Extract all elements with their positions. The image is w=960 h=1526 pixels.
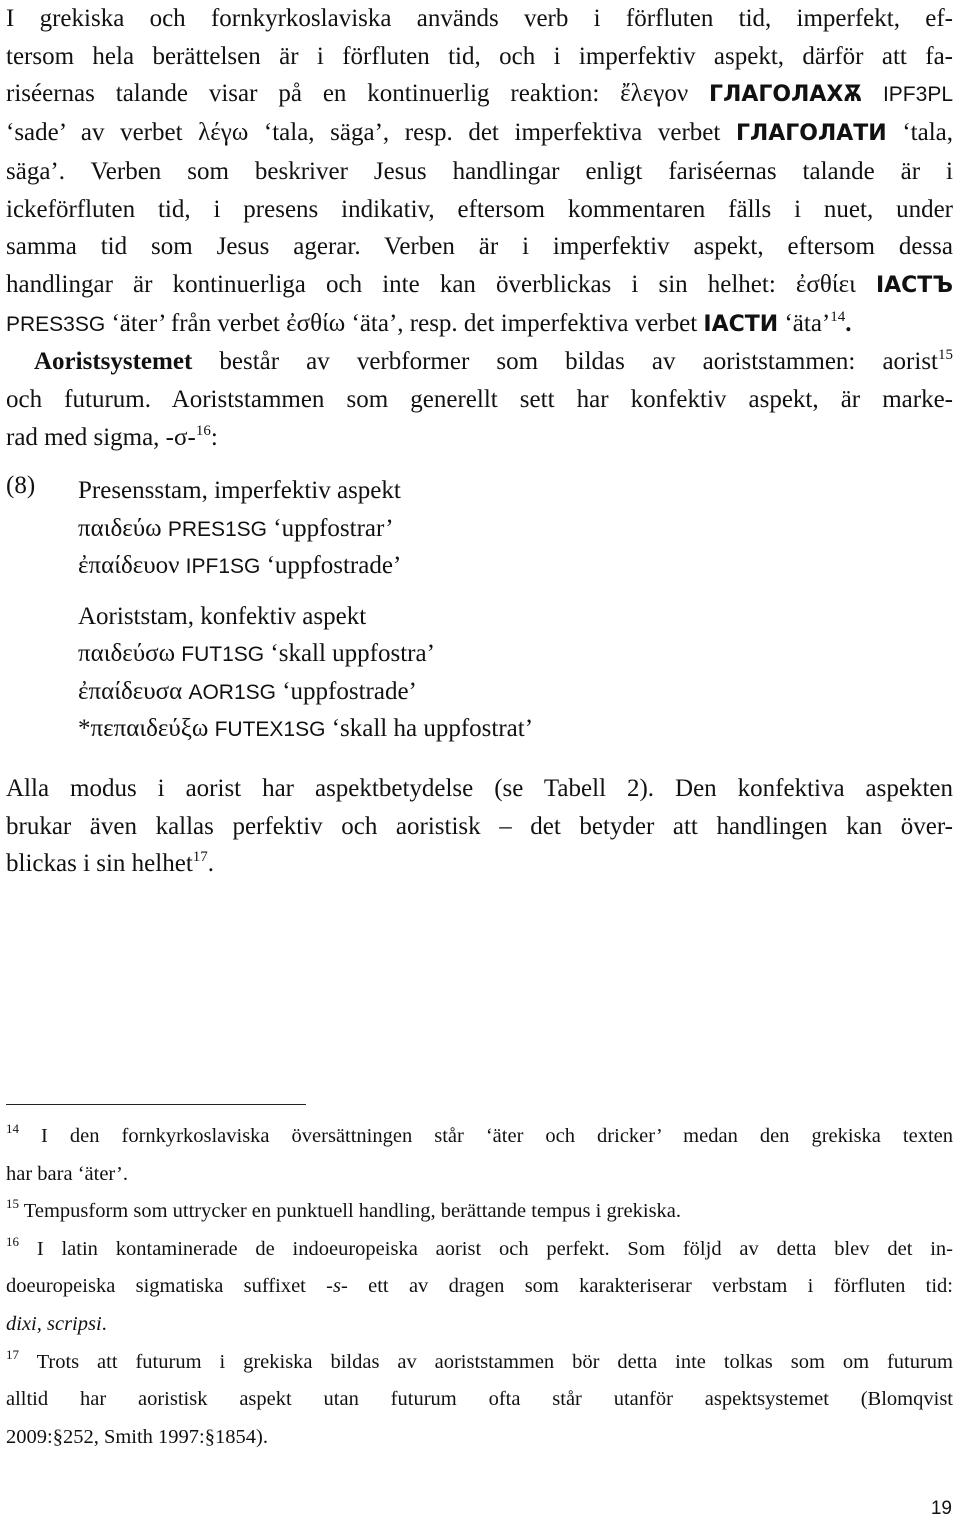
- text-run: handlingar är kontinuerliga och inte kan överblickas i sin helhet: ἐσθίει: [6, 270, 856, 298]
- translation: ‘skall ha uppfostrat’: [331, 715, 534, 742]
- text-line: brukar även kallas perfektiv och aoristisk – det betyder att handlingen kan över-: [6, 812, 953, 840]
- footnote-ref-15[interactable]: 15: [938, 347, 953, 364]
- text-line: [6, 266, 953, 305]
- text-run: .: [845, 309, 852, 337]
- text-line: ickeförfluten tid, i presens indikativ, eftersom kommentaren fälls i nuet, under: [6, 195, 953, 223]
- text-run: rad med sigma, -σ-: [6, 423, 196, 451]
- gloss-tag: IPF3PL: [882, 83, 954, 107]
- footnote-text: I den fornkyrkoslaviska översättningen står ‘äter och dricker’ medan den grekiska texten: [41, 1125, 954, 1147]
- text-run: :: [210, 423, 218, 451]
- footnote-number: 16: [6, 1233, 19, 1249]
- text-line: [6, 75, 953, 114]
- greek-form: ἐπαίδευον: [78, 552, 180, 579]
- footnote-separator: [6, 1104, 306, 1105]
- text-run: blickas i sin helhet: [6, 850, 193, 878]
- translation: ‘uppfostrade’: [282, 677, 417, 705]
- text-line: [6, 419, 953, 457]
- gloss-tag: FUTEX1SG: [214, 718, 326, 741]
- footnote-text: doeuropeiska sigmatiska suffixet -: [6, 1275, 334, 1298]
- footnote-text: Tempusform som uttrycker en punktuell handling, berättande tempus i grekiska.: [23, 1200, 682, 1223]
- example-lines: [78, 472, 533, 748]
- footnote-16-cont: [6, 1306, 953, 1344]
- greek-form: *πεπαιδεύξω: [78, 715, 209, 742]
- example-row: [78, 710, 533, 748]
- text-run: ‘tala,: [902, 119, 953, 147]
- example-row: [78, 547, 533, 585]
- footnote-ref-14[interactable]: 14: [830, 308, 846, 325]
- text-line: Alla modus i aorist har aspektbetydelse (se Tabell 2). Den konfektiva aspekten: [6, 775, 953, 802]
- term-aoristsystemet: Aoristsystemet: [34, 348, 193, 376]
- greek-form: παιδεύσω: [78, 640, 176, 667]
- footnote-ref-16[interactable]: 16: [195, 422, 211, 439]
- cyrillic-word: ІАСТИ: [703, 311, 779, 337]
- footnote-17-cont: 2009:§252, Smith 1997:§1854).: [6, 1425, 268, 1448]
- gloss-tag: PRES1SG: [167, 517, 268, 541]
- cyrillic-word: ГЛАГОЛАХѪ: [709, 82, 863, 108]
- suffix-s: s: [333, 1275, 341, 1298]
- translation: ‘uppfostrar’: [273, 514, 394, 542]
- footnote-number: 14: [6, 1121, 19, 1136]
- translation: ‘uppfostrade’: [266, 552, 402, 579]
- footnote-14: [6, 1118, 953, 1156]
- footnote-ref-17[interactable]: 17: [192, 849, 208, 866]
- footnotes: [6, 1118, 953, 1456]
- footnote-number: 17: [6, 1346, 19, 1362]
- page-number: 19: [930, 1498, 952, 1519]
- footnote-text: - ett av dragen som karakteriserar verbstam i förfluten tid:: [341, 1275, 954, 1298]
- greek-form: παιδεύω: [78, 514, 162, 542]
- text-run: ‘sade’ av verbet λέγω ‘tala, säga’, resp. det imperfektiva verbet: [6, 119, 721, 147]
- greek-form: ἐπαίδευσα: [78, 677, 183, 705]
- footnote-15: [6, 1193, 953, 1231]
- text-line: [6, 845, 953, 883]
- gloss-tag: AOR1SG: [188, 680, 276, 704]
- footnote-text: I latin kontaminerade de indoeuropeiska aorist och perfekt. Som följd av detta blev det in-: [36, 1237, 953, 1260]
- text-line: samma tid som Jesus agerar. Verben är i imperfektiv aspekt, eftersom dessa: [6, 233, 953, 261]
- footnote-14-cont: har bara ‘äter’.: [6, 1162, 128, 1185]
- text-line: säga’. Verben som beskriver Jesus handlingar enligt fariséernas talande är i: [6, 157, 953, 185]
- footnote-17: [6, 1344, 953, 1382]
- example-row: [78, 635, 533, 673]
- example-heading: Presensstam, imperfektiv aspekt: [78, 477, 401, 504]
- example-row: [78, 510, 533, 548]
- footnote-text: .: [101, 1312, 107, 1335]
- text-run: ‘äter’ från verbet ἐσθίω ‘äta’, resp. det imperfektiva verbet: [111, 309, 698, 337]
- text-run: riséernas talande visar på en kontinuerlig reaktion: ἔλεγον: [6, 80, 689, 108]
- paragraph-aorist-modus: [6, 770, 953, 883]
- footnote-16-cont: [6, 1268, 953, 1306]
- text-run: .: [207, 850, 215, 878]
- paragraph-verb-tenses: [6, 0, 953, 456]
- text-line: [6, 114, 953, 153]
- gloss-tag: PRES3SG: [6, 312, 106, 336]
- gloss-tag: IPF1SG: [185, 555, 261, 578]
- text-line: [6, 305, 953, 344]
- text-run: ‘äta’: [784, 309, 831, 337]
- translation: ‘skall uppfostra’: [270, 640, 435, 667]
- example-heading: Aoriststam, konfektiv aspekt: [78, 602, 367, 630]
- gloss-tag: FUT1SG: [181, 643, 265, 666]
- example-row: [78, 673, 533, 711]
- footnote-text: Trots att futurum i grekiska bildas av aoriststammen bör detta inte tolkas som om futurum: [36, 1350, 953, 1373]
- text-line: tersom hela berättelsen är i förfluten tid, och i imperfektiv aspekt, därför att fa-: [6, 42, 953, 70]
- footnote-16: [6, 1231, 953, 1269]
- text-run: består av verbformer som bildas av aoriststammen: aorist: [219, 348, 938, 376]
- footnote-17-cont: alltid har aoristisk aspekt utan futurum ofta står utanför aspektsystemet (Blomqvist: [6, 1388, 953, 1411]
- text-line: [6, 343, 953, 381]
- footnote-number: 15: [6, 1196, 19, 1212]
- example-spacer: [78, 585, 533, 598]
- text-line: och futurum. Aoriststammen som generellt sett har konfektiv aspekt, är marke-: [6, 386, 953, 414]
- example-number: (8): [6, 472, 36, 499]
- latin-examples: dixi, scripsi: [6, 1312, 102, 1335]
- text-line: I grekiska och fornkyrkoslaviska används verb i förfluten tid, imperfekt, ef-: [6, 5, 953, 32]
- cyrillic-word: ІАСТЪ: [875, 272, 953, 298]
- cyrillic-word: ГЛАГОЛАТИ: [735, 121, 887, 147]
